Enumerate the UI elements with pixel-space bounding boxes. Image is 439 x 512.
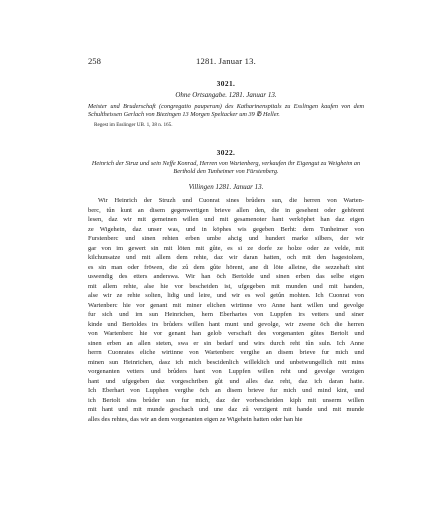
page-number: 258 bbox=[88, 56, 101, 66]
text-line: hant und ufgegeben daz vorgeschriben gůt und alles daz reht, daz ich daran hatte. bbox=[88, 377, 364, 385]
text-line: berc, tůn kunt an disem gegenwertigen brieve allen den, die in gesehent oder gehörent bbox=[88, 206, 364, 214]
text-line: ze Wigehein, daz unser was, und in köphes wis gegeben Berht: dem Tunheimer von bbox=[88, 225, 364, 233]
text-line: alles des rehtes, das wir an dem vorgenanten eigen ze Wigehein hatten oder han hie bbox=[88, 415, 303, 423]
text-line: fur sich und irn sun Heinrichen, hern Eberhartes von Luppfen irs vetters und siner bbox=[88, 311, 364, 318]
text-line: mit allem rehte, alse hie vor bescheiden ist, ufgegeben mit munden und mit handen, bbox=[88, 282, 364, 290]
text-line: Wartenberc hie vor genant mit miner elichen wirtinne vro Anne hant willen und gevolge bbox=[88, 301, 364, 309]
text-line: Wir Heinrich der Struzh und Cuonrat sines brůders sun, die herren von Warten- bbox=[98, 197, 364, 204]
text-line: von Wartenberc hie vor genant han gelob verschaft des vorgenanten gůtes Bertolt und bbox=[88, 330, 364, 337]
text-line: uswendig des etters anderswa. Wir han öch Bertolde und sinen erben das selbe eigen bbox=[88, 273, 364, 280]
document-number: 3022. bbox=[216, 148, 236, 157]
text-line: es sin man oder fröwen, die zů dem gůte hörent, ane di löte alleine, die sezzehaft sint bbox=[88, 263, 364, 271]
text-line: mit hant und mit munde geschach und une daz zů verzigent mit hande und mit munde bbox=[88, 406, 364, 413]
text-line: Ich Eberhart von Lupphen vergihe öch an disem brieve fur mich und mind kint, und bbox=[88, 387, 364, 394]
text-line: ich Bertolt sins brůder sun fur mich, daz der vorbescheiden kiph mit unserm willen bbox=[88, 396, 364, 404]
document-summary: Meister und Bruderschaft (congregatio pauperum) des Katharinenspitals zu Esslingen kaufen von dem Schultheissen Gerlach von Biezingen 13 Morgen Speltacker um 39 ℔ Heller. bbox=[88, 103, 364, 119]
document-date-line: Villingen 1281. Januar 13. bbox=[188, 183, 264, 191]
text-line: kinde und Bertoldes irs brůders willen hant munt und gevolge, wir zwene öch die herren bbox=[88, 320, 364, 328]
text-line: minen sun Heinrichen, dasz ich mich bescidenlich willeklich und unbetwungellich mit mins bbox=[88, 358, 364, 366]
text-line: gar von im gewert sin mit löten mit gůte, es si ze dorfe ze holze oder ze velde, mit bbox=[88, 244, 364, 252]
text-line: herrn Cuonrates eliche wirtinne von Wartenberc vergihe an disem brieve fur mich und bbox=[88, 349, 364, 356]
document-note: Regest im Esslinger UB. 1, 38 n. 165. bbox=[94, 122, 173, 128]
text-line: sinen erben an allen steten, swa er sin bedarf und wirs durch reht tůn suln. Ich Anne bbox=[88, 339, 364, 347]
text-line: lesen, daz wir mit gemeinen willen und mit gesamenoter hant verköphet han daz eigen bbox=[88, 216, 364, 223]
text-line: Furstenberc und sinen rehten erben umbe ahcig und hundert marke silbers, der wir bbox=[88, 235, 364, 242]
running-head: 1281. Januar 13. bbox=[195, 56, 256, 66]
text-line: kilchunsatze und mit allem dem rehte, daz wir daran hatten, och mit den hagestolzen, bbox=[88, 254, 364, 261]
page-header bbox=[88, 56, 364, 68]
text-line: vorgenanten vetters und brůders hant von Luppfen willen reht und gevolge verzigen bbox=[88, 368, 364, 375]
document-summary: Heinrich der Struz und sein Neffe Konrad, Herren von Wartenberg, verkaufen ihr Eigengut zu Weigheim an Berthold den Tunheimer von Fürstenberg. bbox=[91, 160, 361, 176]
document-number: 3021. bbox=[216, 79, 236, 88]
document-date-line: Ohne Ortsangabe. 1281. Januar 13. bbox=[175, 91, 277, 99]
text-line: alse wir ze rehte solten, lidig und leire, und wir es wol getůn mohten. Ich Cuonrat von bbox=[88, 292, 364, 299]
